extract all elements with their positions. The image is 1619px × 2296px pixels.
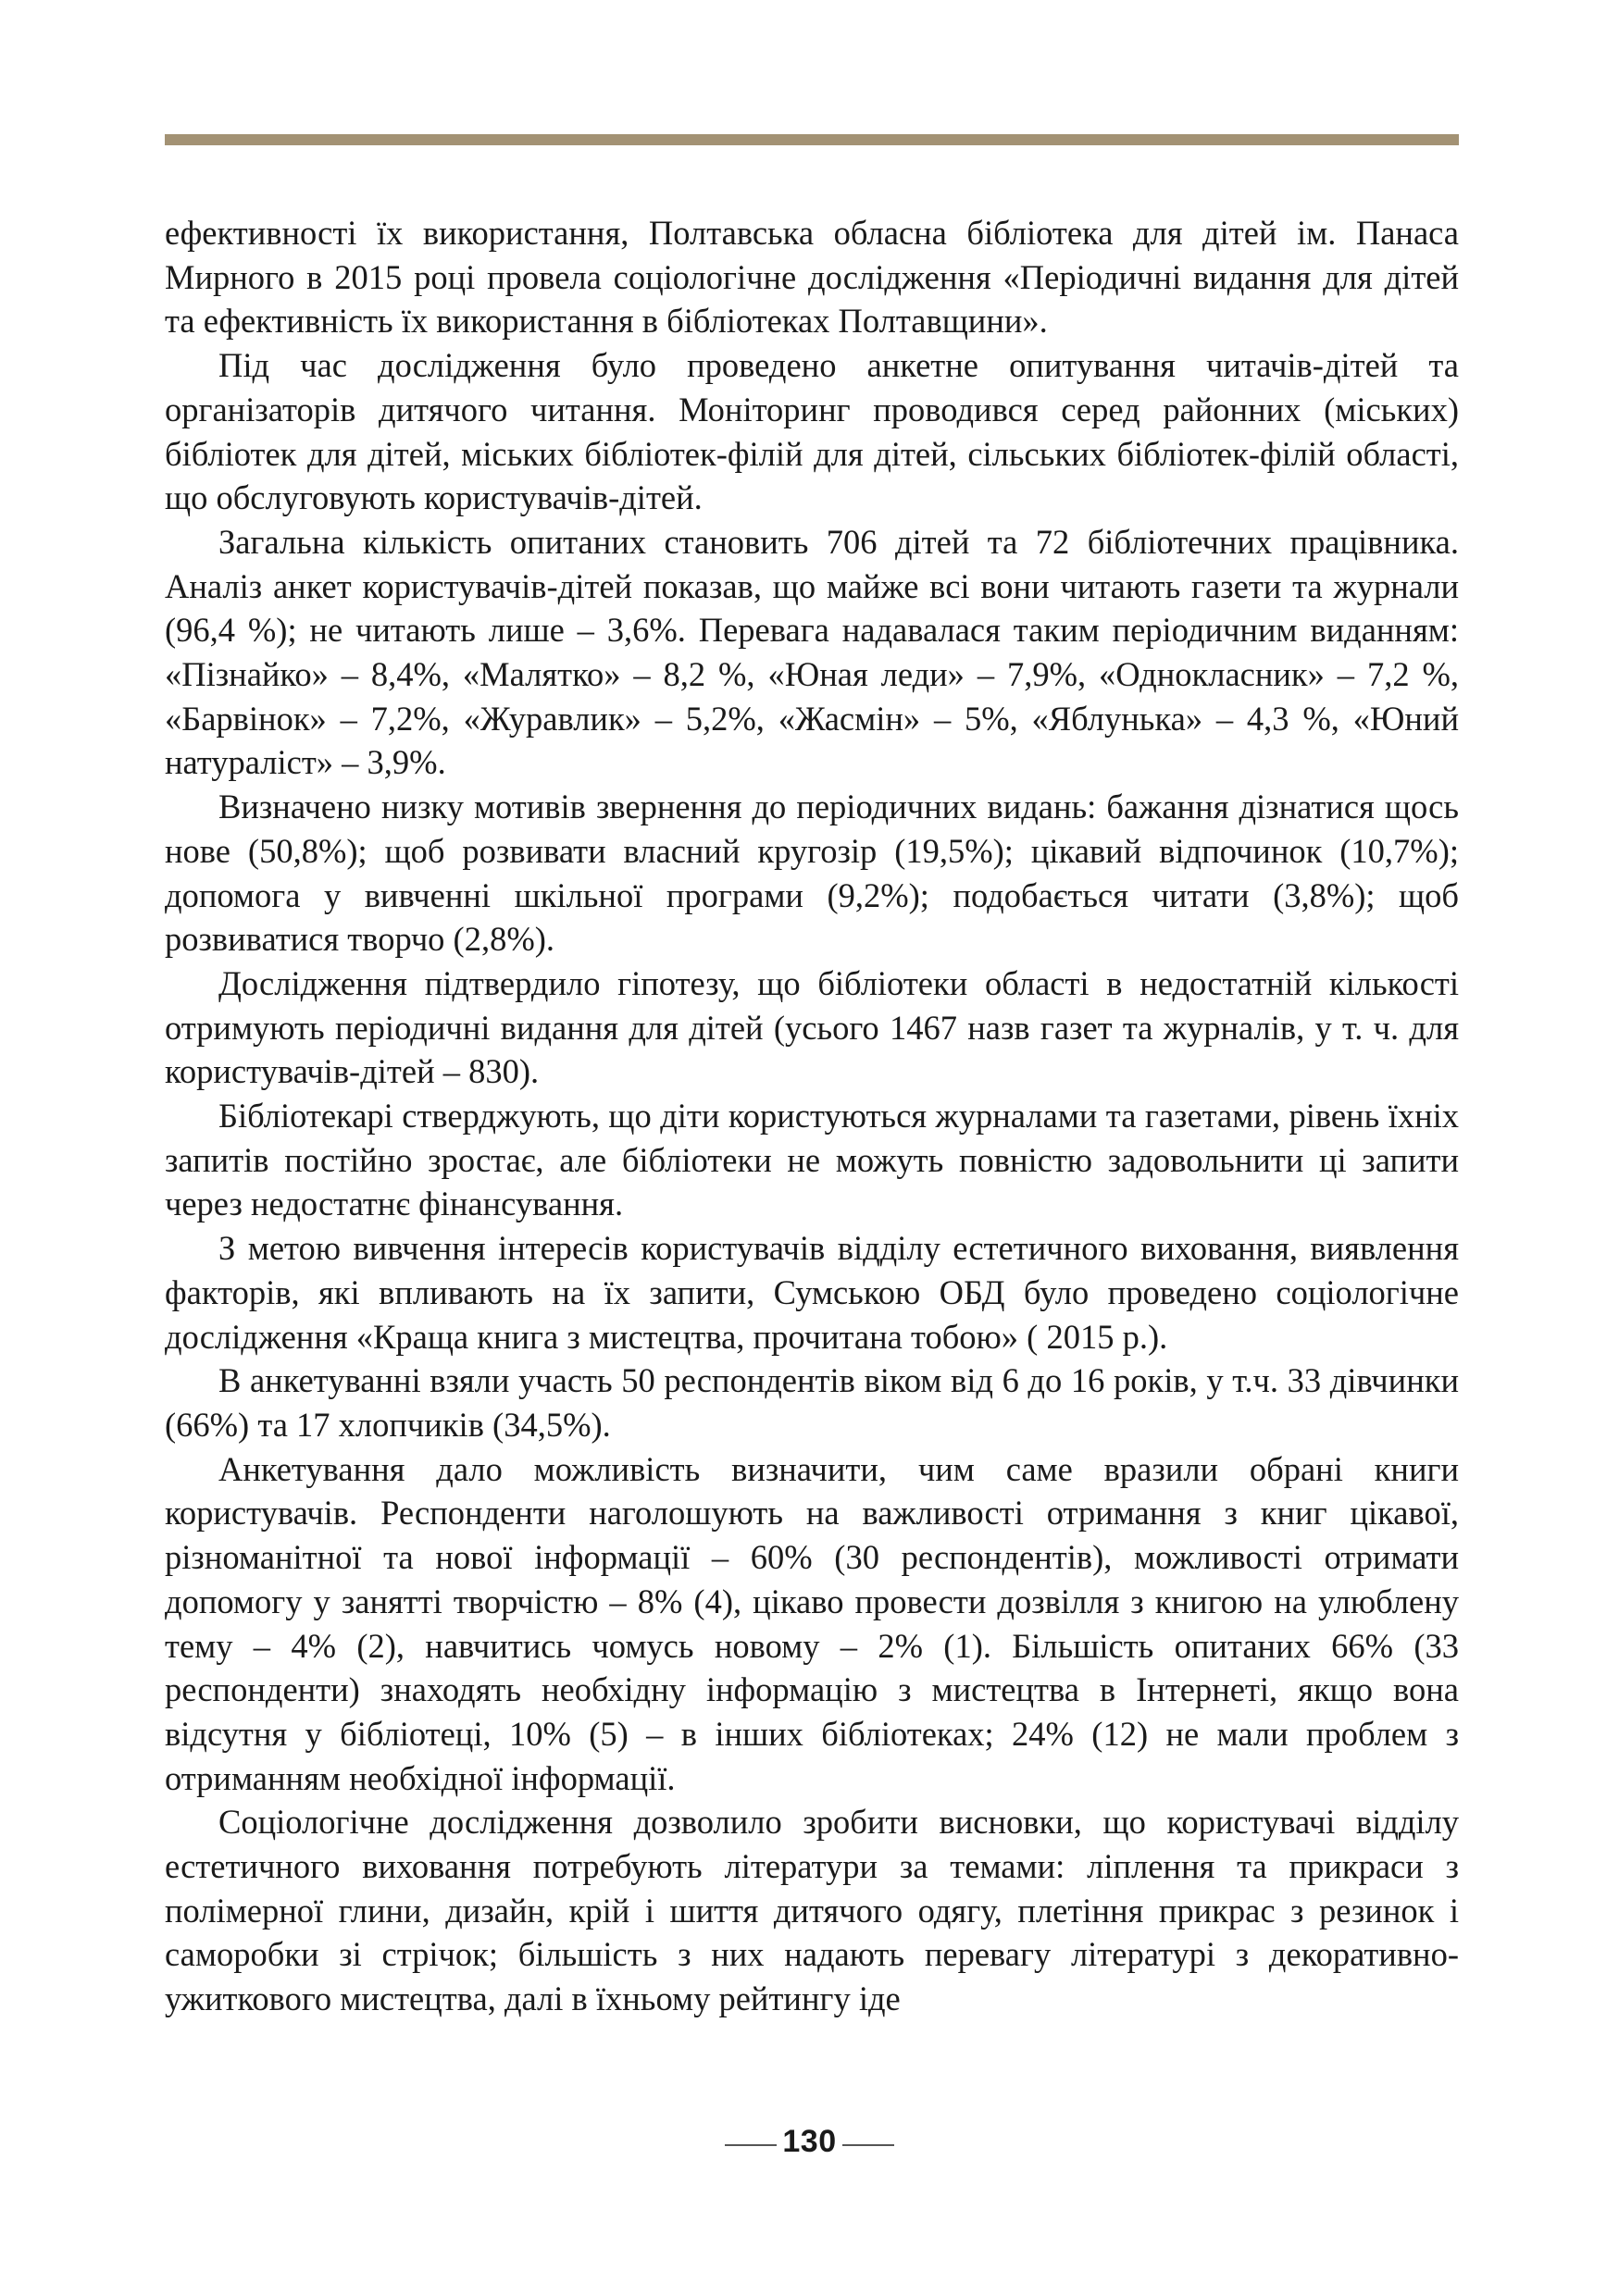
paragraph-8: В анкетуванні взяли участь 50 респондентів віком від 6 до 16 років, у т.ч. 33 дівчинки (66%) та 17 хлопчиків (34,5%). xyxy=(165,1361,1459,1444)
paragraph-3: Загальна кількість опитаних становить 706 дітей та 72 бібліотечних працівника. Аналіз анкет користувачів-дітей показав, що майже всі вони читають газети та журнали (96,4 %); не читають лише – 3,6%. Перевага надавалася таким періодичним виданням: «Пізнайко» – 8,4%, «Малятко» – 8,2 %, «Юная леди» – 7,9%, «Однокласник» – 7,2 %, «Барвінок» – 7,2%, «Журавлик» – 5,2%, «Жасмін» – 5%, «Яблунька» – 4,3 %, «Юний натураліст» – 3,9%. xyxy=(165,522,1459,782)
header-rule xyxy=(165,134,1459,145)
paragraph-10: Соціологічне дослідження дозволило зробити висновки, що користувачі відділу естетичного виховання потребують літератури за темами: ліплення та прикраси з полімерної глини, дизайн, крій і шиття дитячого одягу, плетіння прикрас з резинок і саморобки зі стрічок; більшість з них надають перевагу літературі з декоративно-ужиткового мистецтва, далі в їхньому рейтингу іде xyxy=(165,1803,1459,2018)
footer-rule-left xyxy=(725,2144,777,2146)
paragraph-7: З метою вивчення інтересів користувачів відділу естетичного виховання, виявлення факторів, які впливають на їх запити, Сумською ОБД було проведено соціологічне дослідження «Краща книга з мистецтва, прочитана тобою» ( 2015 р.). xyxy=(165,1229,1459,1356)
paragraph-5: Дослідження підтвердило гіпотезу, що бібліотеки області в недостатній кількості отримують періодичні видання для дітей (усього 1467 назв газет та журналів, у т. ч. для користувачів-дітей – 830). xyxy=(165,963,1459,1091)
page-footer xyxy=(0,2121,1619,2162)
paragraph-1: ефективності їх використання, Полтавська обласна бібліотека для дітей ім. Панаса Мирного в 2015 році провела соціологічне дослідження «Періодичні видання для дітей та ефективність їх використання в бібліотеках Полтавщини». xyxy=(165,214,1459,341)
footer-rule-right xyxy=(842,2144,894,2146)
paragraph-4: Визначено низку мотивів звернення до періодичних видань: бажання дізнатися щось нове (50,8%); щоб розвивати власний кругозір (19,5%); цікавий відпочинок (10,7%); допомога у вивченні шкільної програми (9,2%); подобається читати (3,8%); щоб розвиватися творчо (2,8%). xyxy=(165,788,1459,959)
body-text xyxy=(165,211,1459,2021)
paragraph-9: Анкетування дало можливість визначити, чим саме вразили обрані книги користувачів. Респонденти наголошують на важливості отримання з книг цікавої, різноманітної та нової інформації – 60% (30 респондентів), можливості отримати допомогу у занятті творчістю – 8% (4), цікаво провести дозвілля з книгою на улюблену тему – 4% (2), навчитись чомусь новому – 2% (1). Більшість опитаних 66% (33 респонденти) знаходять необхідну інформацію з мистецтва в Інтернеті, якщо вона відсутня у бібліотеці, 10% (5) – в інших бібліотеках; 24% (12) не мали проблем з отриманням необхідної інформації. xyxy=(165,1449,1459,1797)
paragraph-6: Бібліотекарі стверджують, що діти користуються журналами та газетами, рівень їхніх запитів постійно зростає, але бібліотеки не можуть повністю задовольнити ці запити через недостатнє фінансування. xyxy=(165,1097,1459,1223)
page-number: 130 xyxy=(782,2123,837,2159)
paragraph-2: Під час дослідження було проведено анкетне опитування читачів-дітей та організаторів дитячого читання. Моніторинг проводився серед районних (міських) бібліотек для дітей, міських бібліотек-філій для дітей, сільських бібліотек-філій області, що обслуговують користувачів-дітей. xyxy=(165,346,1459,517)
